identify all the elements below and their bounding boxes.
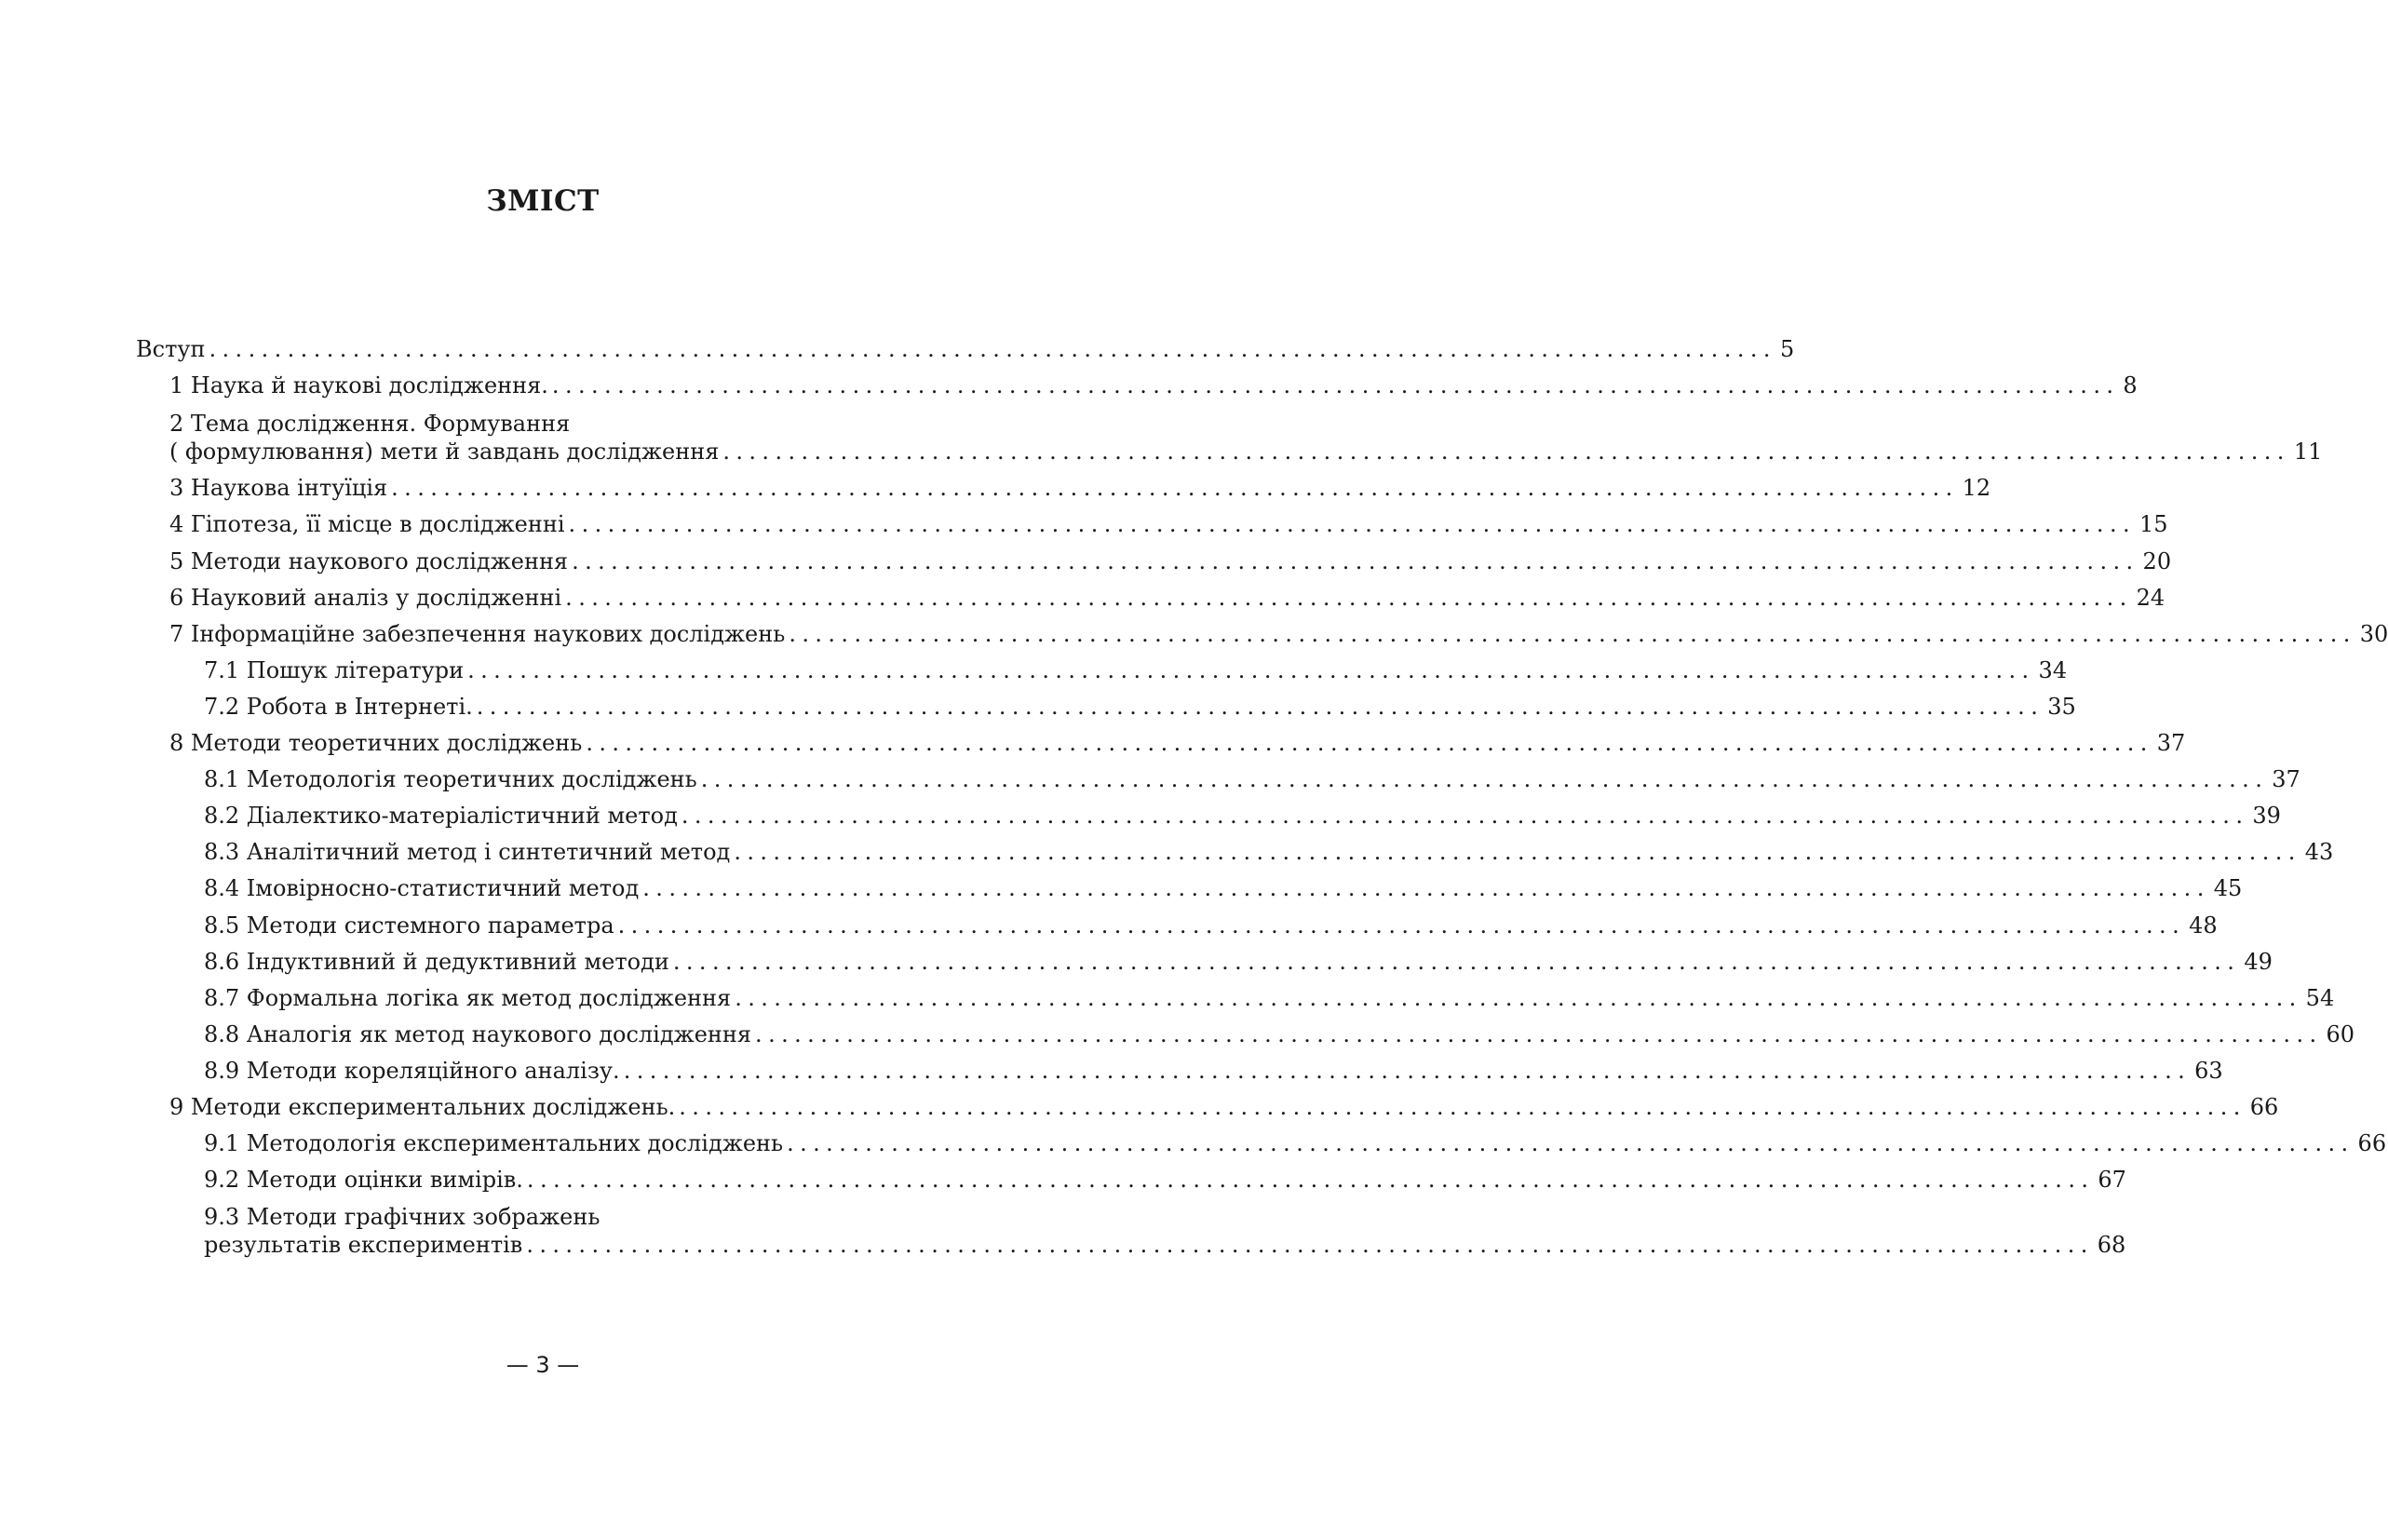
toc-entry-9 [169, 1093, 2279, 1121]
toc-entry-8-2 [204, 802, 2281, 830]
toc-entry-7 [169, 620, 2388, 648]
leader-dots: ........................................................................................................................ [789, 621, 2356, 647]
toc-page-number: 39 [2252, 803, 2281, 829]
toc-entry-text: 3 Наукова інтуїція [169, 475, 388, 501]
toc-entry-7-2 [204, 693, 2076, 721]
toc-entry-9-3 [204, 1203, 2126, 1259]
leader-dots: ........................................................................................................................ [526, 1167, 2095, 1193]
leader-dots: ........................................................................................................................ [755, 1021, 2323, 1047]
toc-entry-6 [169, 584, 2165, 612]
toc-entry-4 [169, 510, 2168, 538]
toc-entry-text: 9 Методи експериментальних досліджень. [169, 1094, 676, 1120]
toc-entry-intro [136, 335, 1795, 363]
toc-page-number: 5 [1779, 336, 1795, 362]
toc-page-number: 66 [2249, 1094, 2279, 1120]
leader-dots: ........................................................................................................................ [572, 548, 2139, 574]
toc-entry-text: 9.1 Методологія експериментальних досліджень [204, 1130, 784, 1156]
leader-dots: ........................................................................................................................ [642, 875, 2210, 901]
toc-page-number: 15 [2139, 511, 2168, 537]
toc-page-number: 35 [2047, 694, 2076, 720]
toc-page-number: 37 [2272, 766, 2300, 792]
page-title: ЗМІСТ [486, 184, 600, 218]
toc-entry-9-2 [204, 1166, 2126, 1194]
toc-entry-7-1 [204, 656, 2068, 684]
leader-dots: ........................................................................................................................ [787, 1130, 2354, 1156]
toc-entry-text: 8.1 Методологія теоретичних досліджень [204, 766, 697, 792]
toc-entry-text: 9.2 Методи оцінки вимірів. [204, 1167, 523, 1193]
toc-page-number: 66 [2357, 1130, 2387, 1156]
toc-page-number: 34 [2038, 657, 2068, 683]
toc-entry-text: 5 Методи наукового дослідження [169, 548, 569, 574]
leader-dots: ........................................................................................................................ [568, 511, 2137, 537]
toc-entry-text-line1: 2 Тема дослідження. Формування [169, 411, 571, 437]
leader-dots: ........................................................................................................................ [476, 694, 2044, 720]
toc-page-number: 30 [2359, 621, 2388, 647]
toc-page-number: 49 [2244, 949, 2273, 975]
toc-entry-text: 8.8 Аналогія як метод наукового дослідження [204, 1021, 752, 1047]
leader-dots: ........................................................................................................................ [672, 949, 2241, 975]
leader-dots: ........................................................................................................................ [735, 985, 2302, 1011]
toc-page-number: 68 [2097, 1232, 2126, 1258]
toc-page-number: 12 [1962, 475, 1991, 501]
toc-page-number: 48 [2189, 912, 2218, 939]
toc-entry-8-8 [204, 1020, 2355, 1048]
leader-dots: ........................................................................................................................ [565, 585, 2133, 611]
toc-entry-text: 7 Інформаційне забезпечення наукових досліджень [169, 621, 786, 647]
leader-dots: ........................................................................................................................ [526, 1232, 2094, 1258]
toc-page-number: 67 [2098, 1167, 2126, 1193]
toc-entry-text: 1 Наука й наукові дослідження. [169, 372, 548, 399]
leader-dots: ........................................................................................................................ [586, 730, 2153, 756]
toc-entry-8-1 [204, 765, 2300, 793]
toc-entry-8-7 [204, 984, 2335, 1012]
toc-entry-text: результатів експериментів [204, 1232, 523, 1258]
toc-page-number: 11 [2293, 439, 2323, 465]
toc-entry-text: 8.2 Діалектико-матеріалістичний метод [204, 803, 678, 829]
toc-entry-8 [169, 729, 2186, 757]
toc-page-number: 8 [2123, 372, 2138, 399]
leader-dots: ........................................................................................................................ [681, 803, 2249, 829]
toc-page-number: 60 [2326, 1021, 2355, 1047]
leader-dots: ........................................................................................................................ [391, 475, 1959, 501]
toc-entry-1 [169, 371, 2138, 399]
toc-entry-text: 6 Науковий аналіз у дослідженні [169, 585, 562, 611]
toc-entry-text: 8 Методи теоретичних досліджень [169, 730, 583, 756]
toc-entry-text: 8.9 Методи кореляційного аналізу. [204, 1058, 620, 1084]
toc-entry-text: 7.1 Пошук літератури [204, 657, 465, 683]
toc-entry-5 [169, 547, 2172, 575]
toc-entry-8-9 [204, 1057, 2223, 1085]
toc-entry-8-6 [204, 948, 2273, 976]
leader-dots: ........................................................................................................................ [623, 1058, 2192, 1084]
toc-entry-2 [169, 410, 2323, 466]
toc-entry-9-1 [204, 1129, 2387, 1157]
leader-dots: ........................................................................................................................ [209, 336, 1776, 362]
leader-dots: ........................................................................................................................ [700, 766, 2269, 792]
page-number-footer: — 3 — [506, 1352, 580, 1378]
toc-page-number: 63 [2194, 1058, 2223, 1084]
toc-entry-text: Вступ [136, 336, 206, 362]
toc-entry-text: 4 Гіпотеза, її місце в дослідженні [169, 511, 565, 537]
toc-page-number: 37 [2156, 730, 2186, 756]
toc-page-number: 54 [2305, 985, 2335, 1011]
toc-entry-text: 8.6 Індуктивний й дедуктивний методи [204, 949, 669, 975]
toc-entry-text-line1: 9.3 Методи графічних зображень [204, 1204, 600, 1230]
toc-entry-8-4 [204, 874, 2243, 902]
leader-dots: ........................................................................................................................ [734, 839, 2301, 865]
toc-page-number: 20 [2142, 548, 2172, 574]
leader-dots: ........................................................................................................................ [679, 1094, 2246, 1120]
toc-entry-text: 8.3 Аналітичний метод і синтетичний метод [204, 839, 731, 865]
toc-entry-8-3 [204, 838, 2334, 866]
leader-dots: ........................................................................................................................ [551, 372, 2120, 399]
toc-page-number: 45 [2213, 875, 2243, 901]
toc-entry-text: 7.2 Робота в Інтернеті. [204, 694, 473, 720]
toc-entry-text: 8.4 Імовірносно-статистичний метод [204, 875, 640, 901]
leader-dots: ........................................................................................................................ [617, 912, 2186, 939]
leader-dots: ........................................................................................................................ [722, 439, 2290, 465]
toc-entry-text: ( формулювання) мети й завдань дослідження [169, 439, 720, 465]
toc-entry-3 [169, 474, 1991, 502]
toc-page-number: 43 [2304, 839, 2334, 865]
toc-entry-text: 8.5 Методи системного параметра [204, 912, 614, 939]
leader-dots: ........................................................................................................................ [467, 657, 2035, 683]
toc-page-number: 24 [2136, 585, 2165, 611]
toc-entry-text: 8.7 Формальна логіка як метод дослідження [204, 985, 732, 1011]
toc-entry-8-5 [204, 912, 2218, 939]
